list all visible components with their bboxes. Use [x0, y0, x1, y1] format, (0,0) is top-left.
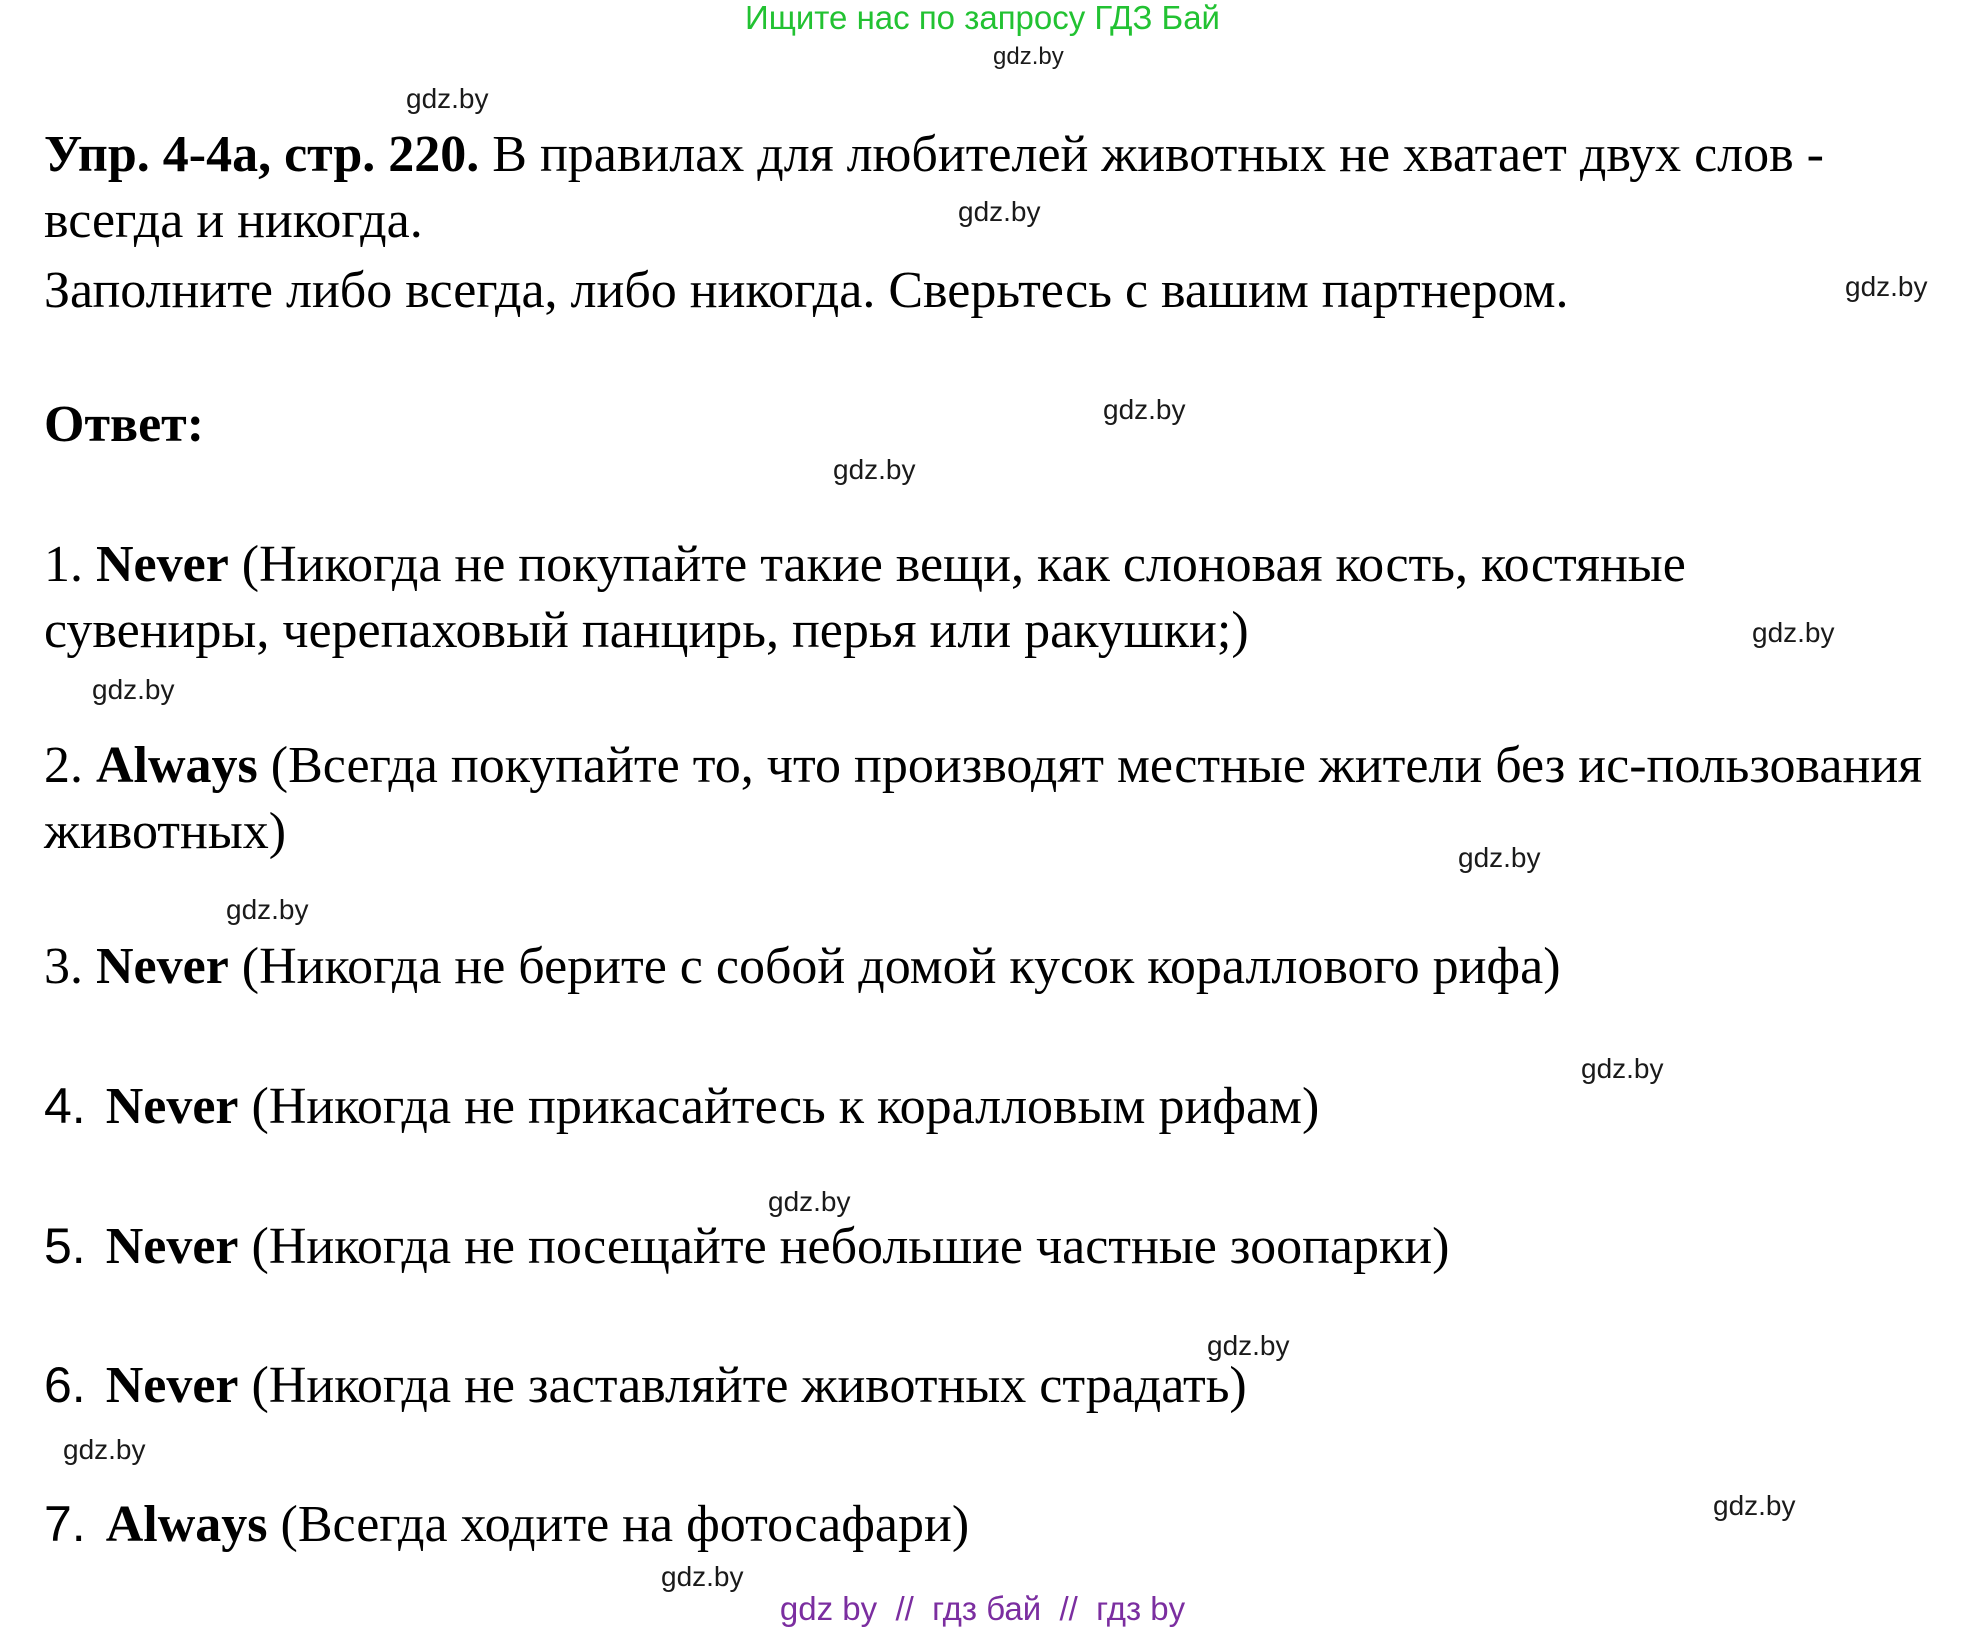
watermark: gdz.by: [1752, 617, 1835, 648]
answer-item: [44, 1491, 1924, 1558]
item-text: (Всегда ходите на фотосафари): [267, 1496, 970, 1553]
watermark: gdz.by: [406, 83, 489, 114]
answer-item: [44, 1213, 1924, 1280]
item-number: 6.: [44, 1357, 86, 1413]
answer-item: [44, 1073, 1924, 1140]
watermark: gdz.by: [226, 894, 309, 925]
answer-item: [44, 532, 1924, 664]
watermark: gdz.by: [661, 1561, 744, 1592]
item-answer-word: Never: [105, 1218, 239, 1275]
answer-item: [44, 934, 1924, 1000]
watermark: gdz.by: [958, 196, 1041, 227]
watermark: gdz.by: [63, 1434, 146, 1465]
watermark: gdz.by: [1103, 394, 1186, 425]
item-text: (Никогда не заставляйте животных страдать): [238, 1357, 1247, 1414]
item-answer-word: Never: [105, 1078, 239, 1135]
item-number: 3.: [44, 938, 83, 995]
task-instruction: Заполните либо всегда, либо никогда. Сверьтесь с вашим партнером.: [44, 262, 1569, 319]
item-text: (Всегда покупайте то, что производят местные жители без ис-пользования животных): [44, 737, 1923, 860]
item-answer-word: Always: [96, 737, 258, 794]
item-text: (Никогда не покупайте такие вещи, как слоновая кость, костяные сувениры, черепаховый панцирь, перья или ракушки;): [44, 536, 1686, 659]
search-hint-banner: Ищите нас по запросу ГДЗ Бай: [745, 0, 1220, 36]
item-answer-word: Never: [96, 938, 229, 995]
item-number: 1.: [44, 536, 83, 593]
item-number: 7.: [44, 1496, 86, 1552]
item-number: 5.: [44, 1218, 86, 1274]
item-number: 4.: [44, 1078, 86, 1134]
watermark: gdz.by: [92, 674, 175, 705]
item-answer-word: Never: [105, 1357, 239, 1414]
item-text: (Никогда не берите с собой домой кусок кораллового рифа): [228, 938, 1561, 995]
watermark: gdz.by: [1458, 842, 1541, 873]
watermark: gdz.by: [1845, 271, 1928, 302]
item-answer-word: Always: [105, 1496, 268, 1553]
watermark: gdz.by: [993, 43, 1064, 70]
watermark: gdz.by: [833, 454, 916, 485]
task-text: В правилах для любителей животных не хватает двух слов - всегда и никогда.: [44, 126, 1824, 249]
watermark: gdz.by: [1581, 1053, 1664, 1084]
item-text: (Никогда не посещайте небольшие частные зоопарки): [238, 1218, 1450, 1275]
item-answer-word: Never: [96, 536, 229, 593]
item-number: 2.: [44, 737, 83, 794]
answer-heading: Ответ:: [44, 396, 205, 453]
watermark: gdz.by: [1713, 1490, 1796, 1521]
task-statement: [44, 122, 1924, 254]
answer-item: [44, 1352, 1924, 1419]
watermark: gdz.by: [768, 1186, 851, 1217]
answer-item: [44, 733, 1924, 865]
footer-links: gdz by // гдз бай // гдз by: [779, 1590, 1186, 1627]
task-label: Упр. 4-4а, стр. 220.: [44, 126, 480, 183]
watermark: gdz.by: [1207, 1330, 1290, 1361]
item-text: (Никогда не прикасайтесь к коралловым рифам): [238, 1078, 1320, 1135]
